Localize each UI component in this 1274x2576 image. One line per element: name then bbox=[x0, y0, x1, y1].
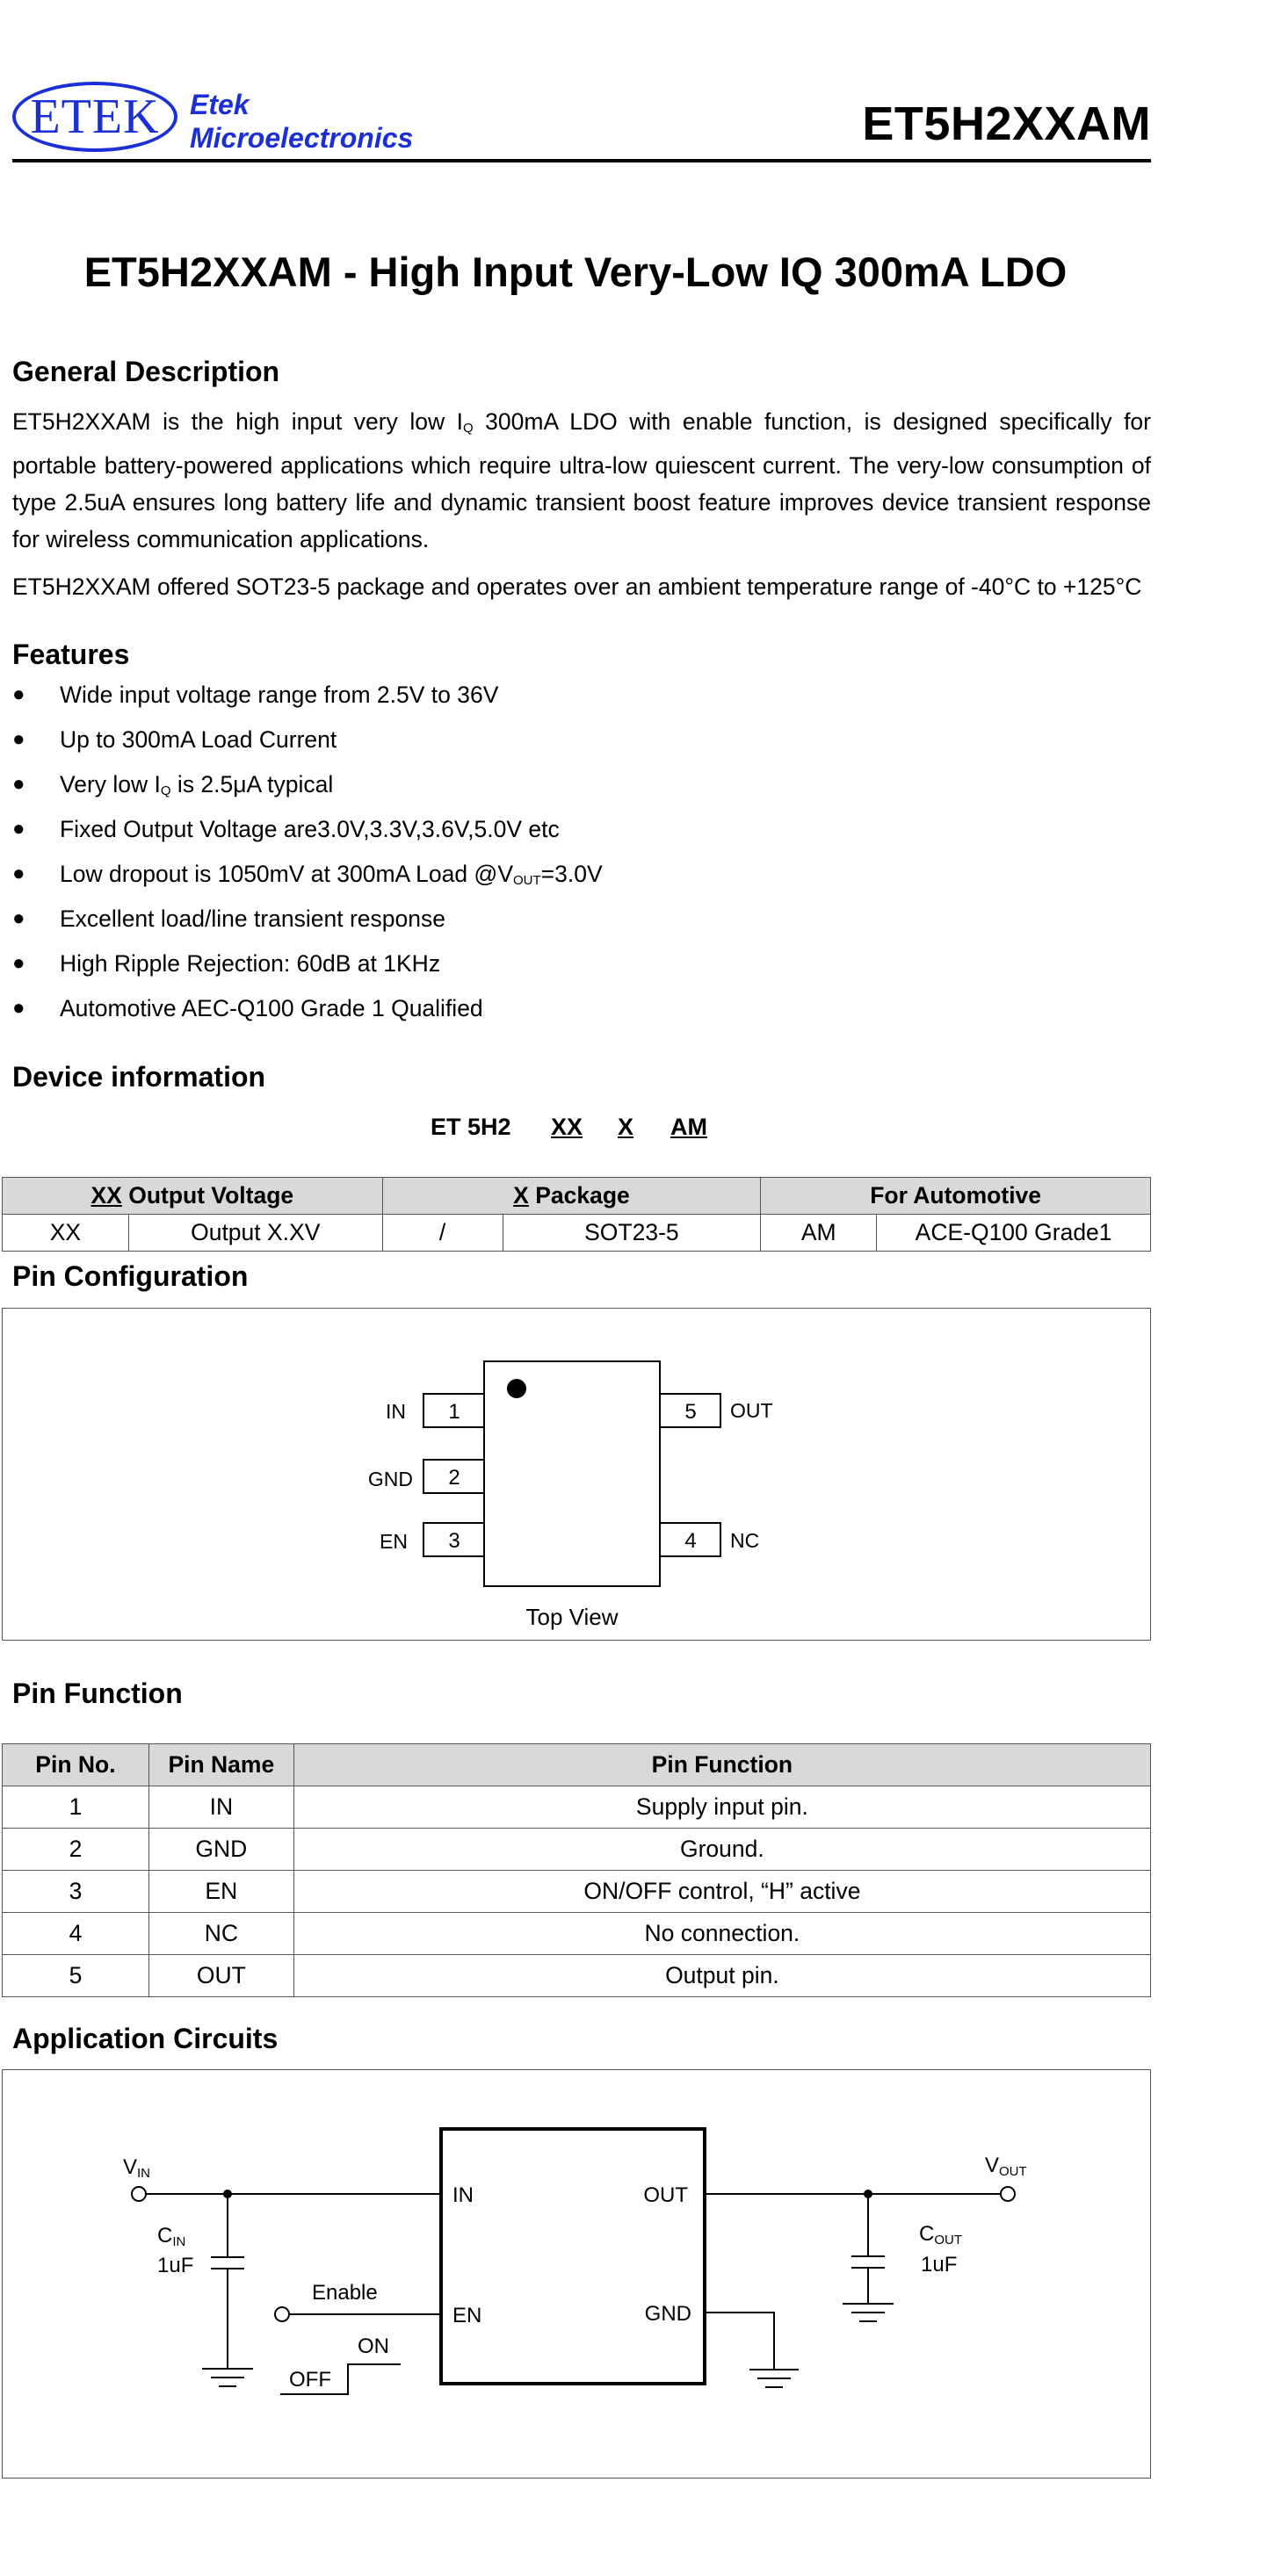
pin-name-in: IN bbox=[386, 1400, 406, 1423]
desc-p1-b: 300mA LDO with enable function, is designed specifically for portable battery-powered applications which require ultra-low quiescent current. The very-low consumption of type 2.5uA ensures long battery life and dynamic transient boost feature improves device transient response for wireless communication applications. bbox=[12, 408, 1151, 552]
feature-text: High Ripple Rejection: 60dB at 1KHz bbox=[60, 950, 441, 977]
ldo-ic-body bbox=[441, 2129, 705, 2384]
feature-text: Wide input voltage range from 2.5V to 36V bbox=[60, 682, 499, 708]
bullet-icon: ● bbox=[12, 906, 25, 930]
application-circuit-diagram bbox=[3, 2070, 1149, 2477]
pin-name-gnd: GND bbox=[367, 1468, 413, 1490]
table-cell: 4 bbox=[3, 1913, 149, 1955]
table-cell: ACE-Q100 Grade1 bbox=[877, 1215, 1151, 1252]
pin-name-out: OUT bbox=[730, 1399, 773, 1422]
cin-value: 1uF bbox=[157, 2254, 194, 2277]
bullet-icon: ● bbox=[12, 682, 25, 706]
bullet-icon: ● bbox=[12, 951, 25, 975]
cin-label: CIN bbox=[157, 2224, 186, 2249]
gnd-wire bbox=[705, 2313, 774, 2370]
pin-number-2: 2 bbox=[448, 1466, 460, 1490]
table-cell: OUT bbox=[148, 1955, 293, 1997]
device-information-table bbox=[2, 1177, 1151, 1252]
general-description-paragraph-1 bbox=[12, 403, 1151, 558]
table-cell: No connection. bbox=[293, 1913, 1150, 1955]
table-cell: GND bbox=[148, 1829, 293, 1871]
general-description-heading: General Description bbox=[12, 356, 280, 387]
pinout-diagram bbox=[3, 1309, 1149, 1639]
document-title: ET5H2XXAM - High Input Very-Low IQ 300mA LDO bbox=[83, 249, 1068, 295]
cout-value: 1uF bbox=[921, 2253, 958, 2277]
header-package: X Package bbox=[382, 1178, 761, 1215]
table-cell: Ground. bbox=[293, 1829, 1150, 1871]
vout-label: VOUT bbox=[985, 2154, 1027, 2179]
company-line2: Microelectronics bbox=[190, 122, 414, 154]
etek-logo bbox=[12, 82, 177, 152]
column-header-pin-no: Pin No. bbox=[3, 1744, 149, 1786]
pin-number-3: 3 bbox=[448, 1529, 460, 1553]
bullet-icon: ● bbox=[12, 862, 25, 885]
company-line1: Etek bbox=[190, 89, 250, 120]
vout-terminal bbox=[1001, 2187, 1015, 2201]
feature-text: Low dropout is 1050mV at 300mA Load $@V_{OUT}=3.0V$ bbox=[60, 861, 603, 888]
application-circuits-heading: Application Circuits bbox=[12, 2023, 279, 2054]
pin-configuration-box bbox=[2, 1308, 1151, 1641]
pin-number-5: 5 bbox=[684, 1400, 697, 1424]
table-cell: Supply input pin. bbox=[293, 1786, 1150, 1829]
pin-name-en: EN bbox=[380, 1530, 408, 1553]
company-name bbox=[190, 88, 413, 155]
on-label: ON bbox=[358, 2334, 389, 2358]
feature-text: Very low $I_Q$ is 2.5μA typical bbox=[60, 771, 334, 798]
table-row bbox=[3, 1871, 1151, 1913]
bullet-icon: ● bbox=[12, 772, 25, 796]
ic-pin-out-label: OUT bbox=[643, 2183, 688, 2207]
code-part-base: ET 5H2 bbox=[431, 1114, 511, 1140]
table-header-row bbox=[3, 1178, 1151, 1215]
header-automotive: For Automotive bbox=[761, 1178, 1151, 1215]
table-cell: 3 bbox=[3, 1871, 149, 1913]
table-cell: / bbox=[382, 1215, 503, 1252]
table-cell: IN bbox=[148, 1786, 293, 1829]
pin-configuration-heading: Pin Configuration bbox=[12, 1260, 249, 1292]
code-part-voltage: XX bbox=[551, 1114, 583, 1140]
pin-function-table bbox=[2, 1743, 1151, 1997]
feature-text: Fixed Output Voltage are3.0V,3.3V,3.6V,5.0V etc bbox=[60, 816, 560, 842]
code-part-package: X bbox=[618, 1114, 634, 1140]
pin-number-4: 4 bbox=[684, 1529, 697, 1553]
device-information-heading: Device information bbox=[12, 1061, 266, 1093]
bullet-icon: ● bbox=[12, 817, 25, 841]
table-row bbox=[3, 1829, 1151, 1871]
table-cell: ON/OFF control, “H” active bbox=[293, 1871, 1150, 1913]
table-cell: SOT23-5 bbox=[503, 1215, 761, 1252]
logo-text: ETEK bbox=[30, 90, 160, 144]
table-cell: 1 bbox=[3, 1786, 149, 1829]
feature-text: Up to 300mA Load Current bbox=[60, 726, 337, 753]
table-cell: 2 bbox=[3, 1829, 149, 1871]
table-cell: XX bbox=[3, 1215, 129, 1252]
pin-name-nc: NC bbox=[730, 1529, 760, 1552]
code-part-automotive: AM bbox=[670, 1114, 707, 1140]
off-label: OFF bbox=[289, 2368, 331, 2392]
general-description-paragraph-2: ET5H2XXAM offered SOT23-5 package and operates over an ambient temperature range of -40°C to +125°C bbox=[12, 574, 1142, 600]
bullet-icon: ● bbox=[12, 996, 25, 1020]
table-cell: Output X.XV bbox=[128, 1215, 382, 1252]
enable-terminal bbox=[275, 2307, 289, 2321]
table-cell: AM bbox=[761, 1215, 877, 1252]
table-cell: NC bbox=[148, 1913, 293, 1955]
table-row bbox=[3, 1786, 1151, 1829]
table-row bbox=[3, 1215, 1151, 1252]
table-header-row bbox=[3, 1744, 1151, 1786]
column-header-pin-function: Pin Function bbox=[293, 1744, 1150, 1786]
table-row bbox=[3, 1913, 1151, 1955]
pin1-marker-dot bbox=[507, 1379, 526, 1398]
pin-function-heading: Pin Function bbox=[12, 1678, 183, 1709]
top-view-caption: Top View bbox=[525, 1604, 619, 1630]
header-part-number: ET5H2XXAM bbox=[862, 97, 1151, 150]
features-heading: Features bbox=[12, 639, 130, 670]
application-circuit-box bbox=[2, 2069, 1151, 2479]
header-divider bbox=[12, 159, 1151, 162]
header-output-voltage: XX Output Voltage bbox=[3, 1178, 383, 1215]
ic-pin-in-label: IN bbox=[452, 2183, 474, 2207]
desc-p1-sub: Q bbox=[462, 421, 474, 436]
desc-p1-a: ET5H2XXAM is the high input very low I bbox=[12, 408, 463, 435]
ic-pin-gnd-label: GND bbox=[644, 2302, 691, 2326]
feature-text: Excellent load/line transient response bbox=[60, 906, 445, 932]
table-cell: EN bbox=[148, 1871, 293, 1913]
table-row bbox=[3, 1955, 1151, 1997]
ic-pin-en-label: EN bbox=[452, 2304, 482, 2327]
pin-number-1: 1 bbox=[448, 1400, 460, 1424]
feature-text: Automotive AEC-Q100 Grade 1 Qualified bbox=[60, 995, 483, 1021]
table-cell: Output pin. bbox=[293, 1955, 1150, 1997]
cout-label: COUT bbox=[919, 2222, 963, 2248]
table-cell: 5 bbox=[3, 1955, 149, 1997]
vin-label: VIN bbox=[123, 2155, 151, 2181]
bullet-icon: ● bbox=[12, 727, 25, 751]
column-header-pin-name: Pin Name bbox=[148, 1744, 293, 1786]
vin-terminal bbox=[132, 2187, 146, 2201]
enable-label: Enable bbox=[312, 2281, 378, 2305]
